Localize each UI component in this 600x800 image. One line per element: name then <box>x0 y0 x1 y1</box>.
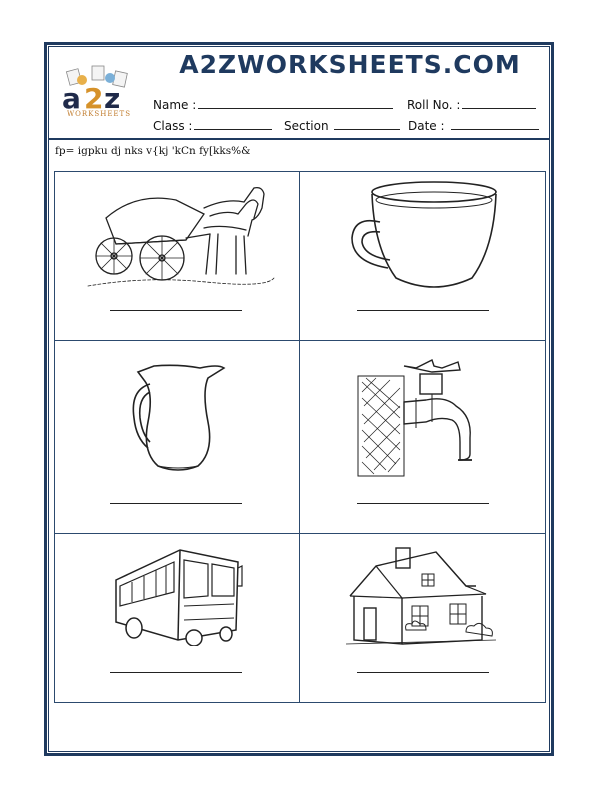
site-title: A2ZWORKSHEETS.COM <box>179 50 521 79</box>
answer-line[interactable] <box>110 310 242 311</box>
answer-line[interactable] <box>110 503 242 504</box>
roll-no-blank[interactable] <box>462 97 536 109</box>
logo-wordmark: WORKSHEETS <box>66 110 132 118</box>
roll-no-field[interactable] <box>407 97 536 112</box>
cup-icon <box>344 178 504 302</box>
grid-column-divider <box>299 171 300 703</box>
grid-row-divider <box>54 533 546 534</box>
house-icon <box>346 546 496 654</box>
date-field[interactable] <box>408 118 539 133</box>
horse-cart-icon <box>86 178 276 294</box>
bus-icon <box>110 546 244 650</box>
answer-line[interactable] <box>357 310 489 311</box>
answer-line[interactable] <box>357 672 489 673</box>
date-blank[interactable] <box>451 118 539 130</box>
svg-text:a: a <box>62 82 81 115</box>
svg-text:z: z <box>104 82 121 115</box>
date-label: Date : <box>408 119 445 133</box>
class-label: Class : <box>153 119 193 133</box>
section-label: Section <box>284 119 329 133</box>
section-blank[interactable] <box>334 118 400 130</box>
name-field[interactable] <box>153 97 393 112</box>
header-divider <box>48 138 550 140</box>
grid-row-divider <box>54 340 546 341</box>
jug-icon <box>128 362 228 478</box>
name-label: Name : <box>153 98 197 112</box>
class-field[interactable] <box>153 118 272 133</box>
roll-no-label: Roll No. : <box>407 98 461 112</box>
svg-text:2: 2 <box>84 82 104 115</box>
name-blank[interactable] <box>198 97 393 109</box>
answer-line[interactable] <box>110 672 242 673</box>
instruction-text: fp= igpku dj nks v{kj 'kCn fy[kks%& <box>55 145 251 157</box>
class-blank[interactable] <box>194 118 272 130</box>
water-tap-icon <box>356 358 486 482</box>
section-field[interactable] <box>284 118 400 133</box>
answer-line[interactable] <box>357 503 489 504</box>
